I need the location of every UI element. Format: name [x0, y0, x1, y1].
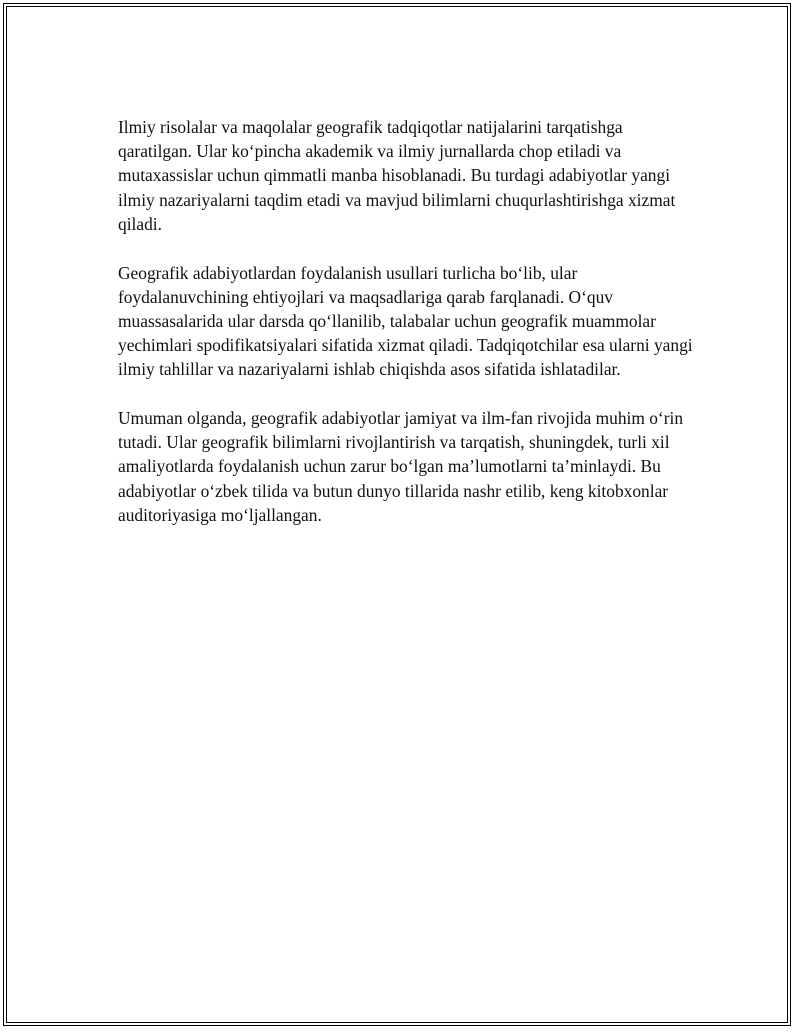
paragraph-2: Geografik adabiyotlardan foydalanish usullari turlicha boʻlib, ular foydalanuvchining ehtiyojlari va maqsadlariga qarab farqlanadi. Oʻquv muassasalarida ular darsda qoʻllanilib, talabalar uchun geografik muammolar yechimlari spodifikatsiyalari sifatida xizmat qiladi. Tadqiqotchilar esa ularni yangi ilmiy tahlillar va nazariyalarni ishlab chiqishda asos sifatida ishlatadilar.	[118, 262, 693, 380]
paragraph-3: Umuman olganda, geografik adabiyotlar jamiyat va ilm-fan rivojida muhim oʻrin tutadi. Ular geografik bilimlarni rivojlantirish va tarqatish, shuningdek, turli xil amaliyotlarda foydalanish uchun zarur boʻlgan ma’lumotlarni ta’minlaydi. Bu adabiyotlar oʻzbek tilida va butun dunyo tillarida nashr etilib, keng kitobxonlar auditoriyasiga moʻljallangan.	[118, 408, 684, 525]
paragraph-1: Ilmiy risolalar va maqolalar geografik tadqiqotlar natijalarini tarqatishga qaratilgan. Ular koʻpincha akademik va ilmiy jurnallarda chop etiladi va mutaxassislar uchun qimmatli manba hisoblanadi. Bu turdagi adabiyotlar yangi ilmiy nazariyalarni taqdim etadi va mavjud bilimlarni chuqurlashtirishga xizmat qiladi.	[118, 117, 676, 234]
document-body	[118, 115, 698, 552]
